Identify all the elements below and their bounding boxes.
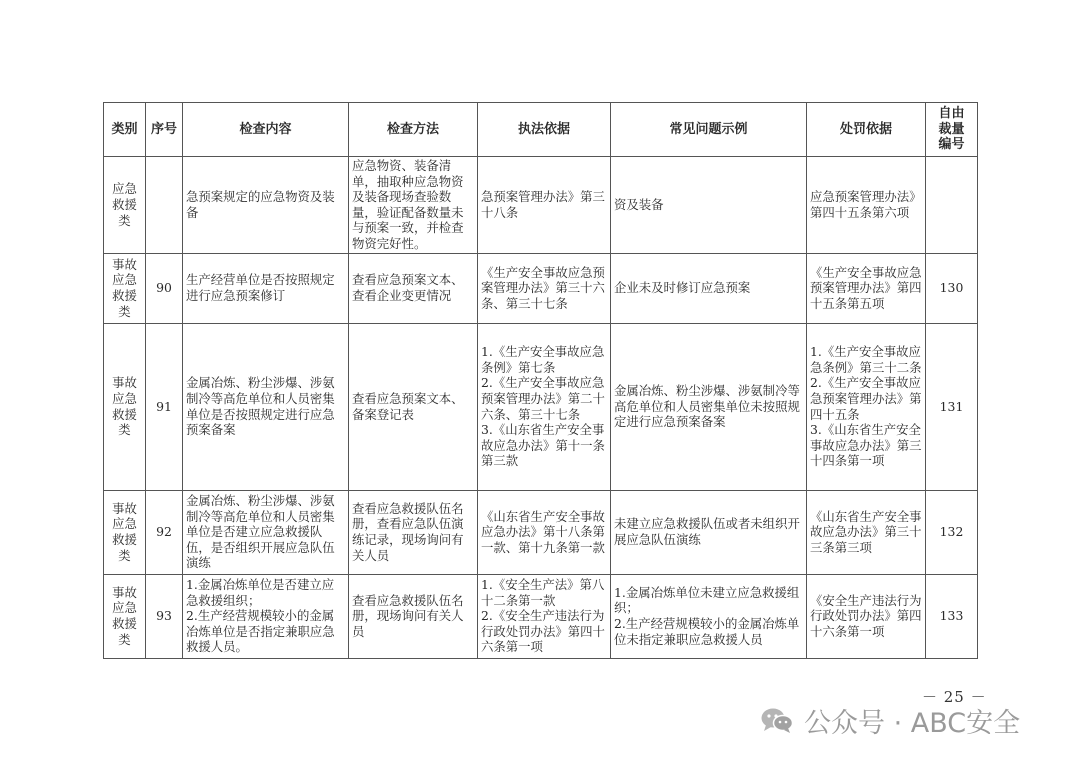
basis-cell: 1.《安全生产法》第八十二条第一款 2.《安全生产违法行为行政处罚办法》第四十六条第一项 xyxy=(478,574,611,658)
category-cell: 事故应急救援类 xyxy=(104,490,146,574)
header-category: 类别 xyxy=(104,103,146,157)
content-cell: 金属冶炼、粉尘涉爆、涉氨制冷等高危单位和人员密集单位是否按照规定进行应急预案备案 xyxy=(183,323,349,490)
number-cell: 92 xyxy=(146,490,183,574)
number-cell: 90 xyxy=(146,253,183,323)
problem-cell: 金属冶炼、粉尘涉爆、涉氨制冷等高危单位和人员密集单位未按照规定进行应急预案备案 xyxy=(611,323,807,490)
penalty-cell: 《山东省生产安全事故应急办法》第三十三条第三项 xyxy=(807,490,926,574)
number-cell: 93 xyxy=(146,574,183,658)
watermark xyxy=(760,703,1020,737)
table-row xyxy=(104,253,978,323)
content-cell: 金属冶炼、粉尘涉爆、涉氨制冷等高危单位和人员密集单位是否建立应急救援队伍，是否组织开展应急队伍演练 xyxy=(183,490,349,574)
code-cell: 132 xyxy=(926,490,978,574)
method-cell: 应急物资、装备清单，抽取种应急物资及装备现场查验数量，验证配备数量未与预案一致，并检查物资完好性。 xyxy=(349,157,478,254)
penalty-cell: 应急预案管理办法》第四十五条第六项 xyxy=(807,157,926,254)
number-cell xyxy=(146,157,183,254)
method-cell: 查看应急预案文本、查看企业变更情况 xyxy=(349,253,478,323)
header-content: 检查内容 xyxy=(183,103,349,157)
method-cell: 查看应急救援队伍名册，现场询问有关人员 xyxy=(349,574,478,658)
header-code: 自由裁量编号 xyxy=(926,103,978,157)
category-cell: 应急救援类 xyxy=(104,157,146,254)
basis-cell: 急预案管理办法》第三十八条 xyxy=(478,157,611,254)
method-cell: 查看应急救援队伍名册，查看应急队伍演练记录，现场询问有关人员 xyxy=(349,490,478,574)
header-basis: 执法依据 xyxy=(478,103,611,157)
page-number: － 25 － xyxy=(922,688,987,706)
header-row xyxy=(104,103,978,157)
problem-cell: 1.金属冶炼单位未建立应急救援组织； 2.生产经营规模较小的金属冶炼单位未指定兼职应急救援人员 xyxy=(611,574,807,658)
category-cell: 事故应急救援类 xyxy=(104,253,146,323)
code-cell: 131 xyxy=(926,323,978,490)
penalty-cell: 《生产安全事故应急预案管理办法》第四十五条第五项 xyxy=(807,253,926,323)
header-number: 序号 xyxy=(146,103,183,157)
method-cell: 查看应急预案文本、备案登记表 xyxy=(349,323,478,490)
content-cell: 急预案规定的应急物资及装备 xyxy=(183,157,349,254)
header-problem: 常见问题示例 xyxy=(611,103,807,157)
number-cell: 91 xyxy=(146,323,183,490)
problem-cell: 企业未及时修订应急预案 xyxy=(611,253,807,323)
content-cell: 生产经营单位是否按照规定进行应急预案修订 xyxy=(183,253,349,323)
penalty-cell: 《安全生产违法行为行政处罚办法》第四十六条第一项 xyxy=(807,574,926,658)
wechat-icon xyxy=(760,706,794,734)
table-row xyxy=(104,490,978,574)
basis-cell: 《山东省生产安全事故应急办法》第十八条第一款、第十九条第一款 xyxy=(478,490,611,574)
table-row xyxy=(104,323,978,490)
table-row xyxy=(104,157,978,254)
inspection-table xyxy=(103,102,978,659)
category-cell: 事故应急救援类 xyxy=(104,323,146,490)
table-row xyxy=(104,574,978,658)
content-cell: 1.金属冶炼单位是否建立应急救援组织； 2.生产经营规模较小的金属冶炼单位是否指定兼职应急救援人员。 xyxy=(183,574,349,658)
watermark-text: 公众号 · ABC安全 xyxy=(804,707,1021,739)
category-cell: 事故应急救援类 xyxy=(104,574,146,658)
code-cell: 133 xyxy=(926,574,978,658)
problem-cell: 资及装备 xyxy=(611,157,807,254)
basis-cell: 1.《生产安全事故应急条例》第七条 2.《生产安全事故应急预案管理办法》第二十六条、第三十七条 3.《山东省生产安全事故应急办法》第十一条第三款 xyxy=(478,323,611,490)
problem-cell: 未建立应急救援队伍或者未组织开展应急队伍演练 xyxy=(611,490,807,574)
code-cell xyxy=(926,157,978,254)
header-method: 检查方法 xyxy=(349,103,478,157)
penalty-cell: 1.《生产安全事故应急条例》第三十二条 2.《生产安全事故应急预案管理办法》第四十五条 3.《山东省生产安全事故应急办法》第三十四条第一项 xyxy=(807,323,926,490)
code-cell: 130 xyxy=(926,253,978,323)
basis-cell: 《生产安全事故应急预案管理办法》第三十六条、第三十七条 xyxy=(478,253,611,323)
header-penalty: 处罚依据 xyxy=(807,103,926,157)
